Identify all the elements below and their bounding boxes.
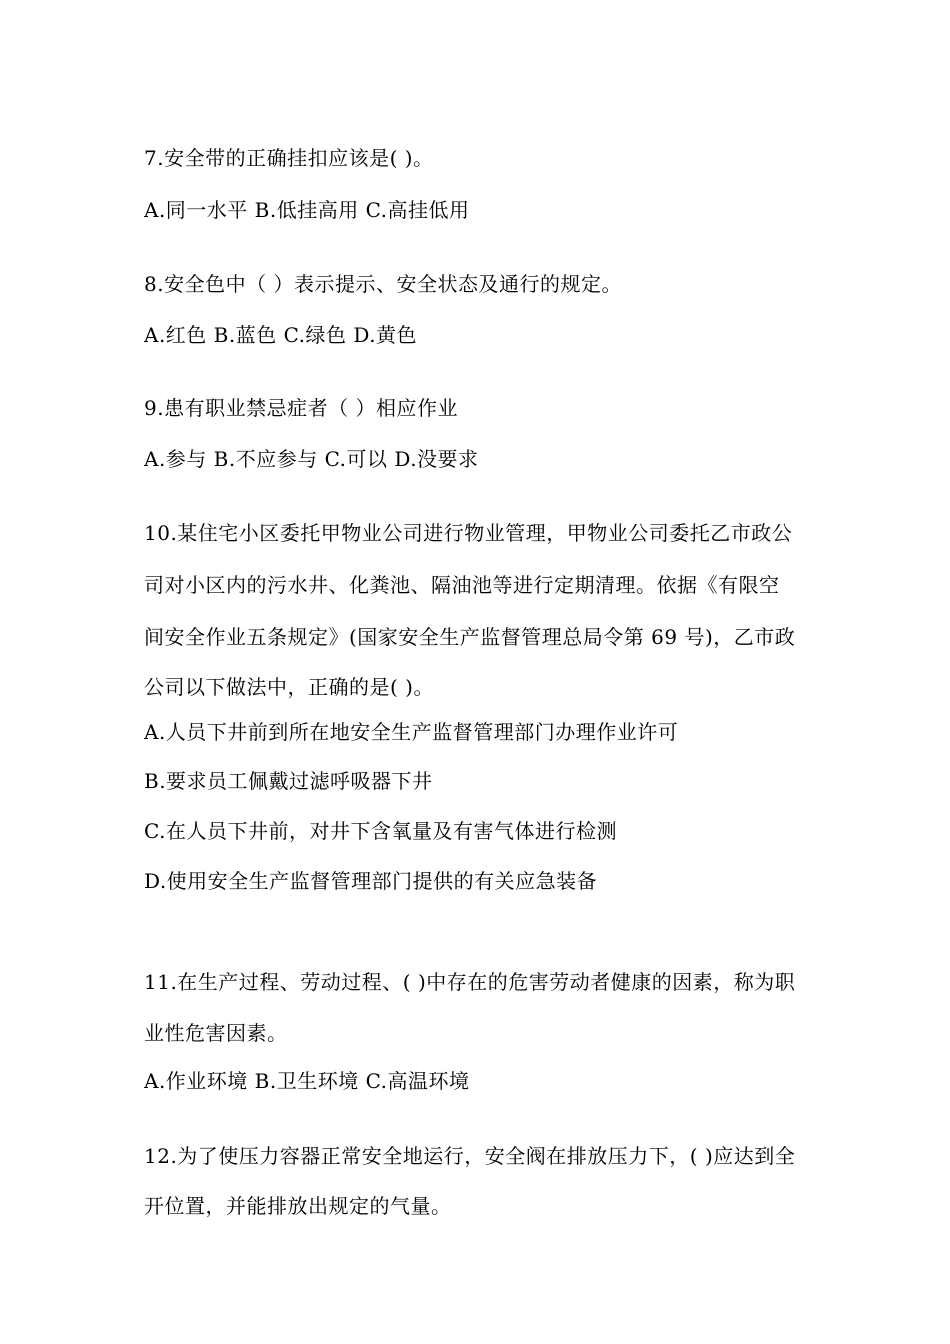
- question-10-stem-line-4: 公司以下做法中，正确的是( )。: [144, 675, 434, 699]
- question-8-options: A.红色 B.蓝色 C.绿色 D.黄色: [144, 323, 418, 347]
- question-11-stem-line-1: 11.在生产过程、劳动过程、( )中存在的危害劳动者健康的因素，称为职: [144, 970, 796, 994]
- question-9-options: A.参与 B.不应参与 C.可以 D.没要求: [144, 447, 479, 471]
- question-10-stem-line-3: 间安全作业五条规定》(国家安全生产监督管理总局令第 69 号)，乙市政: [144, 625, 796, 649]
- question-9-stem: 9.患有职业禁忌症者（ ）相应作业: [144, 396, 458, 420]
- question-10-stem-line-2: 司对小区内的污水井、化粪池、隔油池等进行定期清理。依据《有限空: [144, 573, 780, 597]
- question-10-option-c: C.在人员下井前，对井下含氧量及有害气体进行检测: [144, 819, 617, 843]
- question-10-stem-line-1: 10.某住宅小区委托甲物业公司进行物业管理，甲物业公司委托乙市政公: [144, 521, 793, 545]
- question-10-option-d: D.使用安全生产监督管理部门提供的有关应急装备: [144, 869, 598, 893]
- question-10-option-a: A.人员下井前到所在地安全生产监督管理部门办理作业许可: [144, 720, 679, 744]
- question-7-options: A.同一水平 B.低挂高用 C.高挂低用: [144, 198, 470, 222]
- question-10-option-b: B.要求员工佩戴过滤呼吸器下井: [144, 769, 433, 793]
- question-7-stem: 7.安全带的正确挂扣应该是( )。: [144, 146, 434, 170]
- question-11-stem-line-2: 业性危害因素。: [144, 1021, 288, 1045]
- question-8-stem: 8.安全色中（ ）表示提示、安全状态及通行的规定。: [144, 272, 622, 296]
- question-11-options: A.作业环境 B.卫生环境 C.高温环境: [144, 1069, 470, 1093]
- question-12-stem-line-1: 12.为了使压力容器正常安全地运行，安全阀在排放压力下，( )应达到全: [144, 1144, 796, 1168]
- question-12-stem-line-2: 开位置，并能排放出规定的气量。: [144, 1194, 452, 1218]
